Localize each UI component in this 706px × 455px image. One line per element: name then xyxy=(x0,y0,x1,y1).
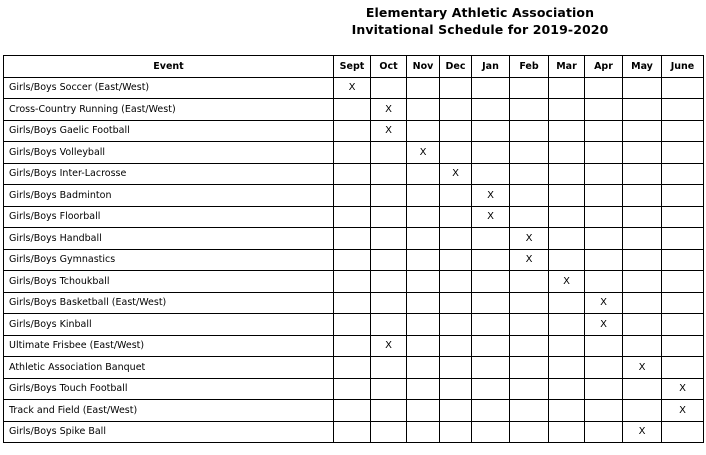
month-cell-sept xyxy=(334,228,371,250)
month-cell-jan xyxy=(472,400,510,422)
month-cell-jan xyxy=(472,142,510,164)
month-cell-nov xyxy=(407,271,440,293)
table-row xyxy=(4,314,704,336)
month-cell-mar xyxy=(549,335,585,357)
month-cell-nov xyxy=(407,228,440,250)
month-cell-oct xyxy=(371,185,407,207)
column-header-mar: Mar xyxy=(549,56,585,78)
table-row xyxy=(4,249,704,271)
month-cell-may xyxy=(623,249,662,271)
table-row xyxy=(4,335,704,357)
month-cell-sept: X xyxy=(334,77,371,99)
table-row xyxy=(4,400,704,422)
month-cell-feb xyxy=(510,400,549,422)
month-cell-may xyxy=(623,228,662,250)
month-cell-apr xyxy=(585,271,623,293)
month-cell-dec xyxy=(440,357,472,379)
event-name-cell: Girls/Boys Handball xyxy=(4,228,334,250)
month-cell-sept xyxy=(334,378,371,400)
month-cell-oct xyxy=(371,77,407,99)
month-cell-sept xyxy=(334,163,371,185)
month-cell-jan xyxy=(472,292,510,314)
month-cell-dec xyxy=(440,249,472,271)
month-cell-apr: X xyxy=(585,292,623,314)
month-cell-dec xyxy=(440,228,472,250)
month-cell-apr xyxy=(585,378,623,400)
month-cell-oct xyxy=(371,400,407,422)
month-cell-may: X xyxy=(623,357,662,379)
table-body xyxy=(4,77,704,443)
month-cell-sept xyxy=(334,120,371,142)
month-cell-nov xyxy=(407,378,440,400)
column-header-dec: Dec xyxy=(440,56,472,78)
month-cell-oct xyxy=(371,292,407,314)
month-cell-feb xyxy=(510,120,549,142)
month-cell-nov xyxy=(407,99,440,121)
month-cell-dec xyxy=(440,314,472,336)
month-cell-may xyxy=(623,206,662,228)
table-row xyxy=(4,99,704,121)
month-cell-jan xyxy=(472,271,510,293)
month-cell-dec xyxy=(440,99,472,121)
month-cell-feb xyxy=(510,271,549,293)
month-cell-june xyxy=(662,421,704,443)
column-header-jan: Jan xyxy=(472,56,510,78)
event-name-cell: Girls/Boys Gymnastics xyxy=(4,249,334,271)
month-cell-june xyxy=(662,357,704,379)
month-cell-mar xyxy=(549,163,585,185)
month-cell-dec xyxy=(440,400,472,422)
event-name-cell: Girls/Boys Gaelic Football xyxy=(4,120,334,142)
document-title xyxy=(330,4,630,38)
month-cell-apr xyxy=(585,77,623,99)
month-cell-nov xyxy=(407,335,440,357)
month-cell-feb xyxy=(510,421,549,443)
month-cell-june xyxy=(662,99,704,121)
month-cell-nov xyxy=(407,292,440,314)
month-cell-nov xyxy=(407,185,440,207)
table-row xyxy=(4,421,704,443)
month-cell-apr: X xyxy=(585,314,623,336)
month-cell-nov xyxy=(407,77,440,99)
month-cell-feb xyxy=(510,335,549,357)
month-cell-feb xyxy=(510,77,549,99)
month-cell-apr xyxy=(585,185,623,207)
column-header-event: Event xyxy=(4,56,334,78)
month-cell-jan xyxy=(472,357,510,379)
event-name-cell: Girls/Boys Spike Ball xyxy=(4,421,334,443)
month-cell-june xyxy=(662,142,704,164)
month-cell-may xyxy=(623,142,662,164)
month-cell-jan xyxy=(472,335,510,357)
table-row xyxy=(4,120,704,142)
month-cell-oct xyxy=(371,378,407,400)
month-cell-apr xyxy=(585,120,623,142)
event-name-cell: Ultimate Frisbee (East/West) xyxy=(4,335,334,357)
month-cell-june xyxy=(662,120,704,142)
event-name-cell: Track and Field (East/West) xyxy=(4,400,334,422)
month-cell-mar xyxy=(549,77,585,99)
month-cell-feb xyxy=(510,185,549,207)
month-cell-sept xyxy=(334,185,371,207)
month-cell-dec xyxy=(440,378,472,400)
table-row xyxy=(4,142,704,164)
month-cell-june xyxy=(662,206,704,228)
month-cell-dec xyxy=(440,120,472,142)
column-header-june: June xyxy=(662,56,704,78)
event-name-cell: Girls/Boys Tchoukball xyxy=(4,271,334,293)
month-cell-feb: X xyxy=(510,228,549,250)
month-cell-may xyxy=(623,400,662,422)
event-name-cell: Girls/Boys Floorball xyxy=(4,206,334,228)
column-header-oct: Oct xyxy=(371,56,407,78)
month-cell-feb xyxy=(510,206,549,228)
month-cell-sept xyxy=(334,400,371,422)
month-cell-may xyxy=(623,314,662,336)
month-cell-june xyxy=(662,185,704,207)
month-cell-june xyxy=(662,271,704,293)
month-cell-mar xyxy=(549,120,585,142)
event-name-cell: Cross-Country Running (East/West) xyxy=(4,99,334,121)
month-cell-dec xyxy=(440,206,472,228)
month-cell-nov: X xyxy=(407,142,440,164)
month-cell-dec xyxy=(440,421,472,443)
month-cell-sept xyxy=(334,206,371,228)
month-cell-oct xyxy=(371,163,407,185)
month-cell-apr xyxy=(585,249,623,271)
month-cell-jan xyxy=(472,421,510,443)
month-cell-june xyxy=(662,335,704,357)
month-cell-nov xyxy=(407,249,440,271)
column-header-sept: Sept xyxy=(334,56,371,78)
column-header-nov: Nov xyxy=(407,56,440,78)
month-cell-sept xyxy=(334,249,371,271)
month-cell-sept xyxy=(334,357,371,379)
month-cell-apr xyxy=(585,228,623,250)
month-cell-mar xyxy=(549,421,585,443)
month-cell-dec xyxy=(440,292,472,314)
month-cell-jan: X xyxy=(472,206,510,228)
event-name-cell: Girls/Boys Volleyball xyxy=(4,142,334,164)
month-cell-oct: X xyxy=(371,335,407,357)
column-header-feb: Feb xyxy=(510,56,549,78)
month-cell-apr xyxy=(585,335,623,357)
month-cell-dec: X xyxy=(440,163,472,185)
month-cell-feb xyxy=(510,163,549,185)
event-name-cell: Girls/Boys Kinball xyxy=(4,314,334,336)
month-cell-june: X xyxy=(662,378,704,400)
column-header-apr: Apr xyxy=(585,56,623,78)
event-name-cell: Girls/Boys Inter-Lacrosse xyxy=(4,163,334,185)
month-cell-may xyxy=(623,185,662,207)
month-cell-apr xyxy=(585,421,623,443)
title-line-1: Elementary Athletic Association xyxy=(365,5,595,20)
table-row xyxy=(4,228,704,250)
month-cell-apr xyxy=(585,163,623,185)
month-cell-june xyxy=(662,163,704,185)
month-cell-june xyxy=(662,249,704,271)
month-cell-oct xyxy=(371,206,407,228)
month-cell-mar xyxy=(549,357,585,379)
month-cell-oct xyxy=(371,142,407,164)
month-cell-mar xyxy=(549,249,585,271)
table-row xyxy=(4,77,704,99)
month-cell-sept xyxy=(334,292,371,314)
month-cell-may xyxy=(623,378,662,400)
month-cell-jan xyxy=(472,120,510,142)
month-cell-apr xyxy=(585,142,623,164)
month-cell-mar xyxy=(549,292,585,314)
event-name-cell: Girls/Boys Touch Football xyxy=(4,378,334,400)
month-cell-may xyxy=(623,120,662,142)
month-cell-apr xyxy=(585,400,623,422)
table-row xyxy=(4,378,704,400)
month-cell-may xyxy=(623,335,662,357)
table-row xyxy=(4,271,704,293)
month-cell-sept xyxy=(334,335,371,357)
month-cell-apr xyxy=(585,206,623,228)
month-cell-jan: X xyxy=(472,185,510,207)
table-row xyxy=(4,163,704,185)
month-cell-sept xyxy=(334,142,371,164)
month-cell-feb xyxy=(510,357,549,379)
month-cell-oct xyxy=(371,314,407,336)
month-cell-dec xyxy=(440,185,472,207)
month-cell-nov xyxy=(407,421,440,443)
month-cell-apr xyxy=(585,357,623,379)
month-cell-june xyxy=(662,314,704,336)
month-cell-feb xyxy=(510,99,549,121)
month-cell-dec xyxy=(440,271,472,293)
table-row xyxy=(4,185,704,207)
month-cell-mar xyxy=(549,99,585,121)
month-cell-oct xyxy=(371,271,407,293)
event-name-cell: Girls/Boys Badminton xyxy=(4,185,334,207)
month-cell-mar xyxy=(549,314,585,336)
month-cell-jan xyxy=(472,77,510,99)
month-cell-june xyxy=(662,77,704,99)
schedule-table xyxy=(3,55,704,443)
month-cell-may: X xyxy=(623,421,662,443)
month-cell-mar xyxy=(549,228,585,250)
month-cell-mar xyxy=(549,206,585,228)
month-cell-dec xyxy=(440,142,472,164)
month-cell-mar xyxy=(549,400,585,422)
month-cell-nov xyxy=(407,314,440,336)
month-cell-nov xyxy=(407,400,440,422)
month-cell-oct: X xyxy=(371,120,407,142)
month-cell-feb xyxy=(510,314,549,336)
month-cell-june xyxy=(662,292,704,314)
month-cell-jan xyxy=(472,228,510,250)
month-cell-dec xyxy=(440,77,472,99)
event-name-cell: Girls/Boys Basketball (East/West) xyxy=(4,292,334,314)
table-row xyxy=(4,357,704,379)
month-cell-apr xyxy=(585,99,623,121)
month-cell-may xyxy=(623,163,662,185)
month-cell-june xyxy=(662,228,704,250)
month-cell-oct xyxy=(371,421,407,443)
month-cell-oct xyxy=(371,357,407,379)
month-cell-sept xyxy=(334,99,371,121)
month-cell-jan xyxy=(472,378,510,400)
month-cell-feb: X xyxy=(510,249,549,271)
table-row xyxy=(4,206,704,228)
month-cell-oct xyxy=(371,249,407,271)
month-cell-sept xyxy=(334,314,371,336)
month-cell-jan xyxy=(472,163,510,185)
month-cell-mar: X xyxy=(549,271,585,293)
table-header-row xyxy=(4,56,704,78)
month-cell-nov xyxy=(407,357,440,379)
month-cell-nov xyxy=(407,163,440,185)
month-cell-feb xyxy=(510,378,549,400)
month-cell-may xyxy=(623,271,662,293)
month-cell-nov xyxy=(407,206,440,228)
month-cell-jan xyxy=(472,314,510,336)
month-cell-sept xyxy=(334,271,371,293)
month-cell-feb xyxy=(510,292,549,314)
month-cell-oct xyxy=(371,228,407,250)
month-cell-feb xyxy=(510,142,549,164)
month-cell-mar xyxy=(549,185,585,207)
title-line-2: Invitational Schedule for 2019-2020 xyxy=(351,22,609,37)
month-cell-oct: X xyxy=(371,99,407,121)
event-name-cell: Girls/Boys Soccer (East/West) xyxy=(4,77,334,99)
month-cell-may xyxy=(623,99,662,121)
month-cell-nov xyxy=(407,120,440,142)
table-row xyxy=(4,292,704,314)
month-cell-mar xyxy=(549,378,585,400)
month-cell-mar xyxy=(549,142,585,164)
month-cell-jan xyxy=(472,99,510,121)
month-cell-jan xyxy=(472,249,510,271)
month-cell-june: X xyxy=(662,400,704,422)
month-cell-sept xyxy=(334,421,371,443)
month-cell-dec xyxy=(440,335,472,357)
event-name-cell: Athletic Association Banquet xyxy=(4,357,334,379)
month-cell-may xyxy=(623,77,662,99)
month-cell-may xyxy=(623,292,662,314)
column-header-may: May xyxy=(623,56,662,78)
